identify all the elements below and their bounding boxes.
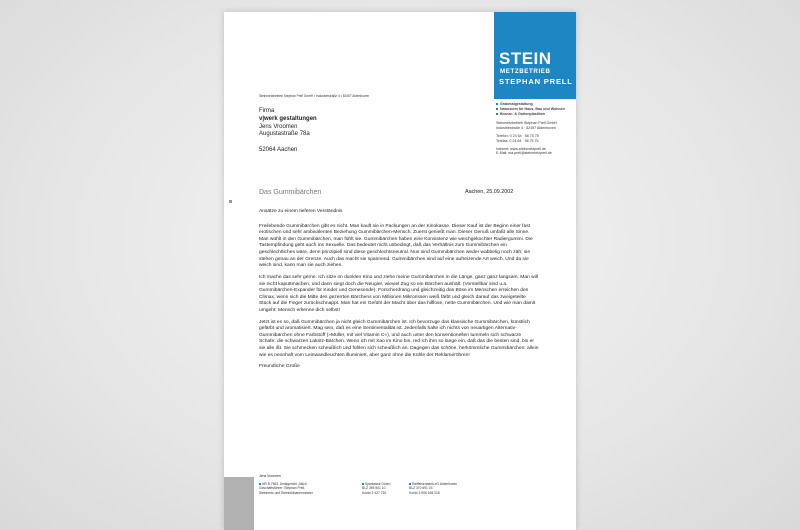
body-paragraph: Ich mache das sehr gerne. Ich sitze im dunklen Kino und ziehe meine Gummibärchen in die Länge, ganz ganz langsam. Man will sie nicht kaputtmachen, und dann siegt doch die Neugier, wieviel Zug so ein Bärchen aushält. (Vorstellbar sind u.a. Gummibärchen-Expander für Kinder und Genesende). Forscherdrang und gleichzeitig das Böse im Menschen erreichen den Climax, wenn sich die Mitte des gezerrten Bärchens von Millionen Mikrorissen weiß färbt und gleich darauf das zweigeteilte Stück auf die Finger zurückschnappt. Man hat ein Gefühl der Macht über das hilflose, nette Gummibärchen. Und wie man damit umgeht: Mensch erkenne dich selbst! xyxy=(259,274,538,313)
sender-return-line: Steinmetzbetrieb Stephan Prell GmbH • Industriestraße 4 • 52457 Aldenhoven xyxy=(259,94,370,98)
letter-date: Aachen, 25.09.2002 xyxy=(465,189,514,195)
company-info-line: Internet: www.steinmetzprell.de xyxy=(496,146,546,151)
recipient-line xyxy=(259,139,317,147)
body-paragraph: Freundliche Grüße xyxy=(259,364,300,370)
company-info-line: Steinmetzbetrieb Stephan Prell GmbH xyxy=(496,121,557,126)
company-info-line: E-Mail: ma.prell@steinmetzprell.de xyxy=(496,151,552,156)
logo-line-metzbetrieb: METZBETRIEB xyxy=(500,68,551,75)
recipient-line: Jens Vroomen xyxy=(259,123,298,130)
body-paragraph: Jetzt ist es so, daß Gummibärchen ja nicht gleich Gummibärchen ist. Ich bevorzuge das klassische Gummibärchen, künstlich gefärbt und aromatisiert. Mag sein, daß es eine Sentimentalität ist. Jedenfalls halte ich nichts von neuartigen Alternativ-Gummibärchen ohne Farbstoff (»Müller, mit viel Vitamin C«), und auch unter den konventionellen tummeln sich schwarze Schafe: die schwarzen Lakritz-Bärchen. Wenn ich mit Xao im Kino bin, red ich ihm so lange ein, daß das die besten sind, bis er sie alle ißt. Sie schmecken scheußlich und fühlen sich scheußlich an. Dagegen das schöne, herkömmliche Gummibärchen: allein wie es neonhaft vom Leinwandleuchten illuminiert, aber ganz ohne die Kühle der Reklameröhren! xyxy=(259,319,539,358)
company-info-line: Industriestraße 4 · 52457 Aldenhoven xyxy=(496,126,556,131)
logo-line-name: STEPHAN PRELL xyxy=(499,77,573,86)
footer-column-bank2 xyxy=(409,482,457,495)
footer-text: HR B 7563, Amtsgericht Jülich xyxy=(262,482,307,486)
footer-line: Konto 3 906 168 018 xyxy=(409,490,440,495)
letter-body xyxy=(259,209,539,376)
fold-mark xyxy=(229,200,232,203)
logo-line-stein: STEIN xyxy=(499,49,552,68)
bullet-icon xyxy=(409,483,411,485)
footer-column-bank1 xyxy=(362,482,390,495)
letter-subject: Das Gummibärchen xyxy=(259,189,322,196)
footer-column-registry xyxy=(259,482,313,495)
signer-name: Jens Vroomen xyxy=(259,474,281,478)
footer-line: BLZ 370 691 03 xyxy=(409,486,433,491)
company-info-line: Telefon: 0 24 64 · 58 75 75 xyxy=(496,133,539,138)
footer-line: Steinmetz und Steinbildhauermeister xyxy=(259,490,313,495)
footer-line: Geschäftsführer: Stephan Prell, xyxy=(259,486,305,491)
letter-sheet xyxy=(224,12,576,530)
company-info-column xyxy=(496,102,576,156)
bullet-icon xyxy=(259,483,261,485)
service-item: Naturstein für Haus, Bau und Wohnen xyxy=(496,107,576,112)
bullet-icon xyxy=(362,483,364,485)
body-paragraph: Freilebende Gummibärchen gibt es nicht. Man kauft sie in Packungen an der Kinokasse. Dieser Kauf ist der Beginn einer fast erotischen und sehr ambivalenten Beziehung Gummibärchen-Mensch. Zuerst genießt man. Dieser Genuß umfaßt alle Sinne. Man wühlt in den Gummibärchen, man fühlt sie. Gummibärchen haben eine Konsistenz wie weichgekochter Radiergummi. Die Tastempfindung geht auch ins Sexuelle. Das bedeutet nicht unbedingt, daß das Verhältnis zum Gummibärchen ein geschlechtliches wäre, denn prinzipiell sind diese geschlechtsneutral. Nun sind Gummibärchen weder wabbelig noch zäh; sie stehen genau an der Grenze. Auch das macht sie spannend. Gummibärchen sind auf eine aufreizende Art weich. Und da sie weich sind, kann man sie auch ziehen. xyxy=(259,223,533,269)
recipient-line: Augustastraße 78a xyxy=(259,131,310,138)
recipient-line: v|werk gestaltungen xyxy=(259,115,317,122)
recipient-address xyxy=(259,108,317,155)
footer-text: Raiffeisenbank eG Aldenhoven xyxy=(412,482,458,486)
company-info-line: Telefax: 0 24 64 · 58 75 75 xyxy=(496,138,539,143)
footer-text: Sparkasse Düren xyxy=(365,482,391,486)
company-logo xyxy=(494,12,576,99)
footer-line: BLZ 395 501 10 xyxy=(362,486,386,491)
footer-gray-block xyxy=(224,477,254,530)
footer-line: Konto 3 427 730 xyxy=(362,490,387,495)
body-paragraph: Ansätze zu einem tieferen Verständnis xyxy=(259,209,343,214)
service-item: Bronze- & Gartenplastiken xyxy=(496,112,576,117)
recipient-line: Firma xyxy=(259,108,275,114)
recipient-line: 52064 Aachen xyxy=(259,146,298,153)
service-item: Grabmalgestaltung xyxy=(496,102,576,107)
